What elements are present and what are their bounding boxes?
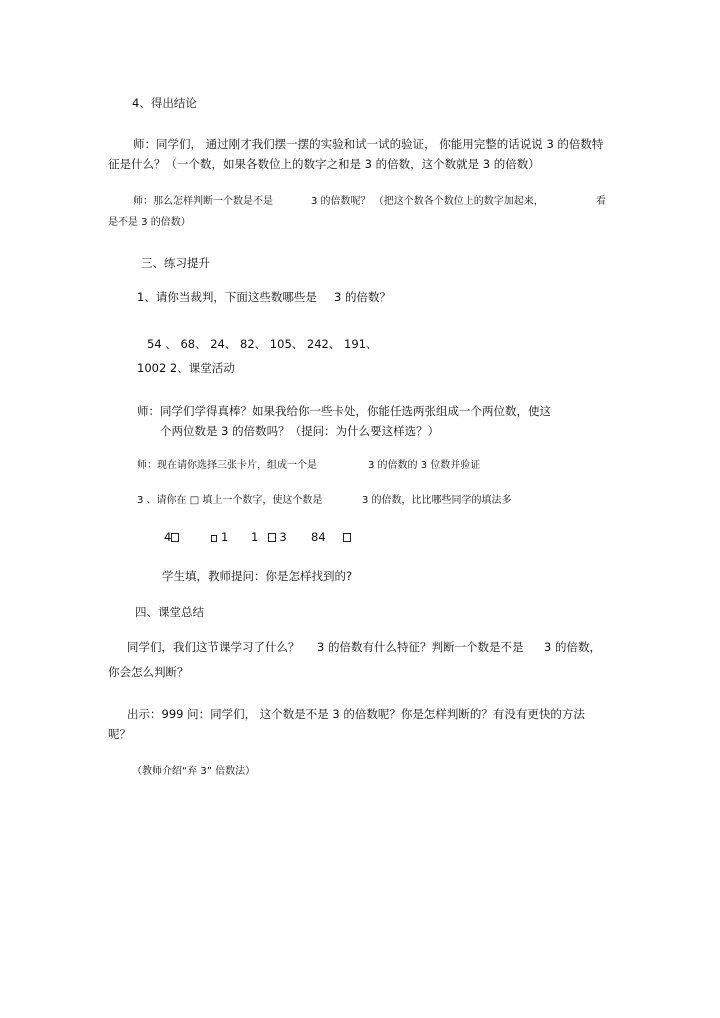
three-cards-part2: 3 的倍数的 3 位数并验证 <box>368 460 481 471</box>
section-heading-practice: 三、练习提升 <box>141 256 210 270</box>
three-cards-part1: 师：现在请你选择三张卡片，组成一个是 <box>137 460 317 471</box>
question-1-part2: 3 的倍数？ <box>334 290 391 304</box>
fill-item-1-digit: 4 <box>164 530 172 544</box>
paragraph-judge-method-line1 <box>133 195 613 209</box>
fill-item-2-digit: 1 <box>221 530 229 544</box>
paragraph-teacher-question-line1: 师：同学们， 通过刚才我们摆一摆的实验和试一试的验证， 你能用完整的话说说 3 的倍数特 <box>133 137 604 151</box>
summary-part1: 同学们，我们这节课学习了什么？ <box>127 640 300 654</box>
question-1-part1: 1、请你当裁判，下面这些数哪些是 <box>137 290 317 304</box>
summary-part2: 3 的倍数有什么特征？判断一个数是不是 <box>317 640 524 654</box>
fill-item-1 <box>164 530 179 544</box>
paragraph-three-cards <box>137 459 517 473</box>
paragraph-teacher-question-line2: 征是什么？（一个数，如果各数位上的数字之和是 3 的倍数，这个数就是 3 的倍数） <box>108 157 540 171</box>
paragraph-999-line2: 呢？ <box>108 727 131 741</box>
blank-square-icon[interactable] <box>343 533 351 542</box>
paragraph-999-line1: 出示：999 问：同学们， 这个数是不是 3 的倍数呢？你是怎样判断的？有没有更快的方法 <box>127 707 585 721</box>
judge-method-part3: 看 <box>596 196 606 207</box>
fill-item-3 <box>251 530 287 544</box>
paragraph-student-fill: 学生填，教师提问：你是怎样找到的? <box>162 569 353 583</box>
fill-item-4-digits: 84 <box>311 530 326 544</box>
blank-square-icon[interactable] <box>211 535 217 542</box>
fill-item-3-digit-b: 3 <box>279 530 287 544</box>
section-heading-conclusion: 4、得出结论 <box>132 96 197 110</box>
question-1 <box>137 290 437 304</box>
paragraph-summary-line1 <box>127 640 617 654</box>
fill-item-2 <box>211 530 228 544</box>
fill-item-4 <box>311 530 351 544</box>
paragraph-judge-method-line2: 是不是 3 的倍数） <box>108 217 191 228</box>
section-heading-summary: 四、课堂总结 <box>135 605 204 619</box>
number-list-continued: 1002 2、课堂活动 <box>137 361 235 375</box>
judge-method-part1: 师：那么怎样判断一个数是不是 <box>133 196 273 207</box>
number-list: 54 、 68、 24、 82、 105、 242、 191、 <box>147 337 378 351</box>
paragraph-teacher-introduce: （教师介绍“弃 3” 倍数法） <box>132 766 256 777</box>
paragraph-cards-line1: 师：同学们学得真棒？如果我给你一些卡处，你能任选两张组成一个两位数，使这 <box>137 404 551 418</box>
fill-item-3-digit-a: 1 <box>251 530 259 544</box>
question-3-part2: 3 的倍数，比比哪些同学的填法多 <box>362 495 512 506</box>
judge-method-part2: 3 的倍数呢？ （把这个数各个数位上的数字加起来， <box>311 196 544 207</box>
fill-in-blank-row <box>164 530 364 544</box>
question-3-part1: 3 、请你在 □ 填上一个数字，使这个数是 <box>137 495 323 506</box>
paragraph-cards-line2: 个两位数是 3 的倍数吗？（提问：为什么要这样选？） <box>160 424 440 438</box>
blank-square-icon[interactable] <box>171 533 179 542</box>
blank-square-icon[interactable] <box>268 533 276 542</box>
paragraph-summary-line2: 你会怎么判断？ <box>108 665 189 679</box>
summary-part3: 3 的倍数， <box>544 640 601 654</box>
question-3 <box>137 494 557 508</box>
